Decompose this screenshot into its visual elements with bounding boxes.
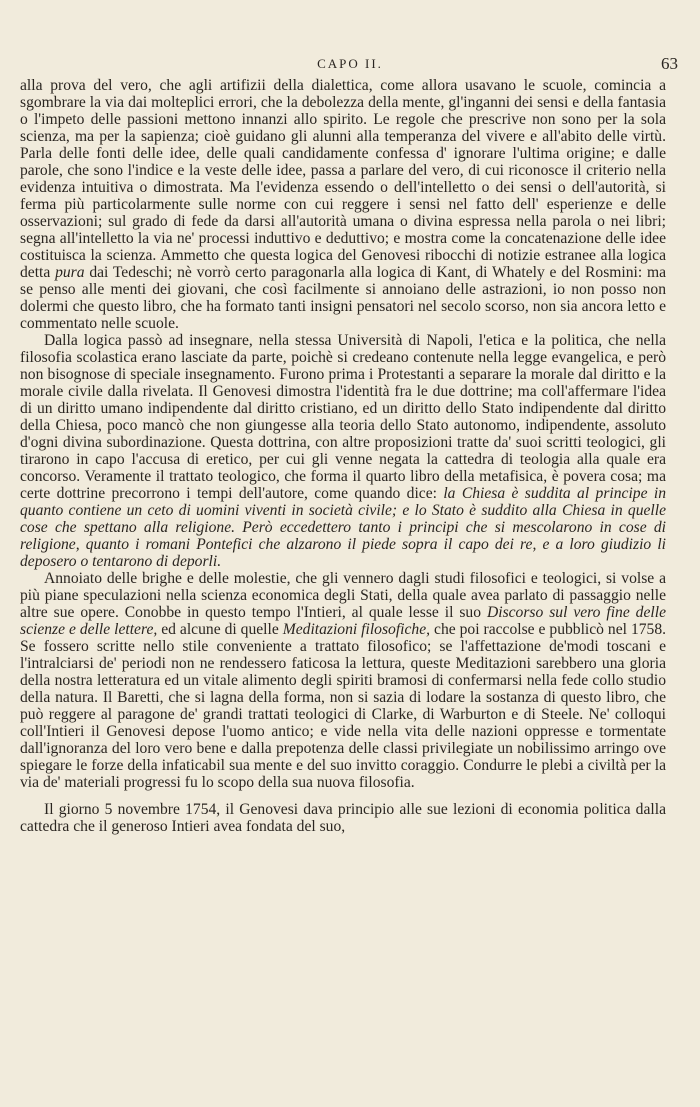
body-text	[20, 77, 666, 835]
paragraph-text: che poi raccolse e pubblicò nel 1758. Se fossero scritte nello stile conveniente a trattato filosofico; se l'affettazione de'modi toscani e l'intralciarsi de' periodi non ne rendessero faticosa la lettura, queste Meditazioni sarebbero una gloria della nostra letteratura ed un vitale alimento degli spiriti bramosi di confermarsi nella fede collo studio della natura. Il Baretti, che si lagna della forma, non si sazia di lodare la sostanza di questo libro, che può reggere al paragone de' grandi trattati teologici di Clarke, di Warburton e di Steele. Ne' colloqui coll'Intieri il Genovesi depose l'uomo antico; e vide nella vita delle nazioni oppresse e tormentate dall'ignoranza del loro vero bene e dalla prepotenza delle classi privilegiate un nobilissimo arringo ove spiegare le forze della infaticabil sua mente e del suo invitto coraggio. Condurre le plebi a civiltà per la via de' materiali progressi fu lo scopo della sua nuova filosofia.	[20, 621, 667, 791]
italic-term: pura	[55, 264, 85, 281]
running-title: CAPO II.	[317, 56, 383, 71]
italic-title: Meditazioni filosofiche,	[282, 621, 431, 638]
italic-quotation: la Chiesa è suddita al principe in quanto contiene un ceto di uomini viventi in società civile; e lo Stato è suddito alla Chiesa in quelle cose che spettano alla religione. Però eccedettero tanto i principi che si mescolarono in cose di religione, quanto i romani Pontefici che alzarono il piede sopra il capo dei re, e a loro giudizio li deposero o tentarono di deporli.	[20, 485, 667, 570]
italic-title: Discorso sul vero fine delle scienze e delle lettere,	[20, 604, 666, 638]
paragraph-logica	[20, 77, 666, 332]
paragraph-economia	[20, 570, 666, 791]
paragraph-etica	[20, 332, 666, 570]
page-number: 63	[661, 54, 678, 73]
paragraph-text: Annoiato delle brighe e delle molestie, che gli vennero dagli studi filosofici e teologici, si volse a più piane speculazioni nella scienza economica degli Stati, della quale avea parlato di passaggio nelle altre sue opere. Conobbe in questo tempo l'Intieri, al quale lesse il suo	[20, 570, 666, 621]
paragraph-novembre: Il giorno 5 novembre 1754, il Genovesi dava principio alle sue lezioni di economia politica dalla cattedra che il generoso Intieri avea fondata del suo,	[20, 801, 666, 835]
paragraph-text: alla prova del vero, che agli artifizii della dialettica, come allora usavano le scuole, comincia a sgombrare la via dai molteplici errori, che la debolezza della mente, gl'inganni dei sensi e della fantasia o l'impeto delle passioni mettono innanzi allo spirito. Le regole che prescrive non sono per la sola scienza, ma per la sapienza; cioè guidano gli alunni alla temperanza del vivere e all'abito delle virtù. Parla delle fonti delle idee, delle quali candidamente confessa d' ignorare l'ultima origine; e dalle parole, che sono l'indice e la veste delle idee, passa a parlare del vero, di cui riconosce il criterio nella evidenza intuitiva o dimostrata. Ma l'evidenza essendo o dell'intelletto o dei sensi o dell'autorità, si ferma più particolarmente sulle norme con cui reggere i sensi nel fatto dell' esperienze e delle osservazioni; sul grado di fede da darsi all'autorità umana o divina espressa nella parola o nei libri; segna all'intelletto la via ne' processi induttivo e deduttivo; e mostra come la concatenazione delle idee costituisca la scienza. Ammetto che questa logica del Genovesi ribocchi di notizie estranee alla logica detta	[20, 77, 666, 281]
page-header	[20, 54, 680, 76]
paragraph-text: ed alcune di quelle	[161, 621, 279, 638]
paragraph-text: dai Tedeschi; nè vorrò certo paragonarla alla logica di Kant, di Whately e del Rosmini: ma se penso alle menti dei giovani, che così facilmente si annoiano delle astrazioni, io non posso non dolermi che questo libro, che ha formato tanti insigni pensatori nel secolo scorso, non sia ancora letto e commentato nelle scuole.	[20, 264, 666, 332]
paragraph-text: Dalla logica passò ad insegnare, nella stessa Università di Napoli, l'etica e la politica, che nella filosofia scolastica erano lasciate da parte, poichè si credeano contenute nella legge evangelica, e però non bisognose di speciale insegnamento. Furono prima i Protestanti a separare la morale dal diritto e la morale civile dalla rivelata. Il Genovesi dimostra l'identità fra le due dottrine; ma coll'affermare l'idea di un diritto umano indipendente dal diritto cristiano, ed un diritto dello Stato indipendente dal diritto della Chiesa, poco mancò che non giungesse alla teoria dello Stato autonomo, indipendente, assoluto d'ogni divina subordinazione. Questa dottrina, con altre proposizioni tratte da' suoi scritti teologici, gli tirarono in capo l'accusa di eretico, per cui gli venne negata la cattedra di teologia alla quale era concorso. Veramente il trattato teologico, che forma il quarto libro della metafisica, è povera cosa; ma certe dottrine precorrono i tempi dell'autore, come quando dice:	[20, 332, 666, 502]
